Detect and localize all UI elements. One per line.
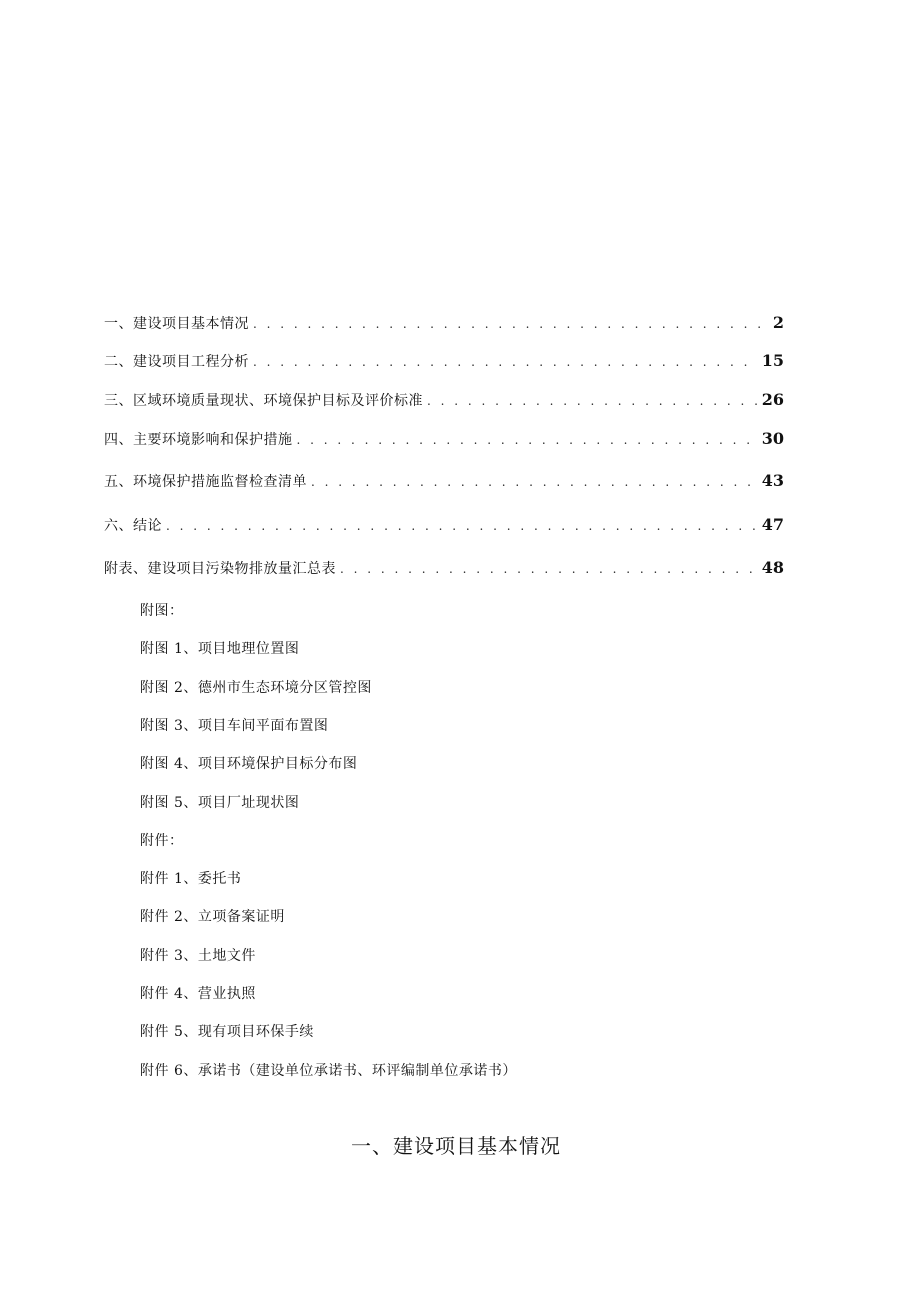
toc-entry-title: 三、区域环境质量现状、环境保护目标及评价标准 (104, 393, 423, 409)
toc-entry[interactable] (104, 389, 784, 411)
attachment-item: 附件 2、立项备案证明 (140, 909, 285, 925)
toc-entry[interactable] (104, 470, 784, 492)
toc-dot-leader (311, 471, 758, 493)
toc-dot-leader (166, 515, 758, 537)
toc-entry[interactable] (104, 312, 784, 334)
toc-entry-title: 一、建设项目基本情况 (104, 316, 249, 332)
toc-entry-title: 二、建设项目工程分析 (104, 354, 249, 370)
toc-entry-title: 五、环境保护措施监督检查清单 (104, 474, 307, 490)
figure-item: 附图 1、项目地理位置图 (140, 641, 300, 657)
toc-dot-leader (253, 351, 758, 373)
toc-entry-page: 47 (761, 515, 784, 534)
toc-entry-title: 四、主要环境影响和保护措施 (104, 432, 293, 448)
attachment-item: 附件 4、营业执照 (140, 986, 256, 1002)
toc-entry-page: 43 (761, 471, 784, 490)
toc-entry-title: 六、结论 (104, 518, 162, 534)
toc-entry-page: 30 (761, 429, 784, 448)
toc-entry-title: 附表、建设项目污染物排放量汇总表 (104, 561, 336, 577)
figure-item: 附图 2、德州市生态环境分区管控图 (140, 680, 372, 696)
toc-entry-page: 15 (761, 351, 784, 370)
attachment-item: 附件 1、委托书 (140, 871, 242, 887)
figure-item: 附图 4、项目环境保护目标分布图 (140, 756, 358, 772)
section-heading: 一、建设项目基本情况 (351, 1134, 561, 1158)
figures-label: 附图： (140, 603, 184, 619)
toc-entry[interactable] (104, 557, 784, 579)
toc-dot-leader (340, 558, 758, 580)
figure-item: 附图 3、项目车间平面布置图 (140, 718, 329, 734)
toc-dot-leader (253, 313, 769, 335)
toc-dot-leader (297, 429, 758, 451)
attachment-item: 附件 3、土地文件 (140, 948, 256, 964)
toc-entry-page: 2 (772, 313, 784, 332)
toc-dot-leader (427, 390, 758, 412)
toc-entry-page: 26 (761, 390, 784, 409)
attachment-item: 附件 6、承诺书（建设单位承诺书、环评编制单位承诺书） (140, 1063, 517, 1079)
toc-entry[interactable] (104, 514, 784, 536)
toc-entry[interactable] (104, 428, 784, 450)
attachment-item: 附件 5、现有项目环保手续 (140, 1024, 314, 1040)
figure-item: 附图 5、项目厂址现状图 (140, 795, 300, 811)
attachments-label: 附件： (140, 833, 184, 849)
toc-entry[interactable] (104, 350, 784, 372)
toc-entry-page: 48 (761, 558, 784, 577)
